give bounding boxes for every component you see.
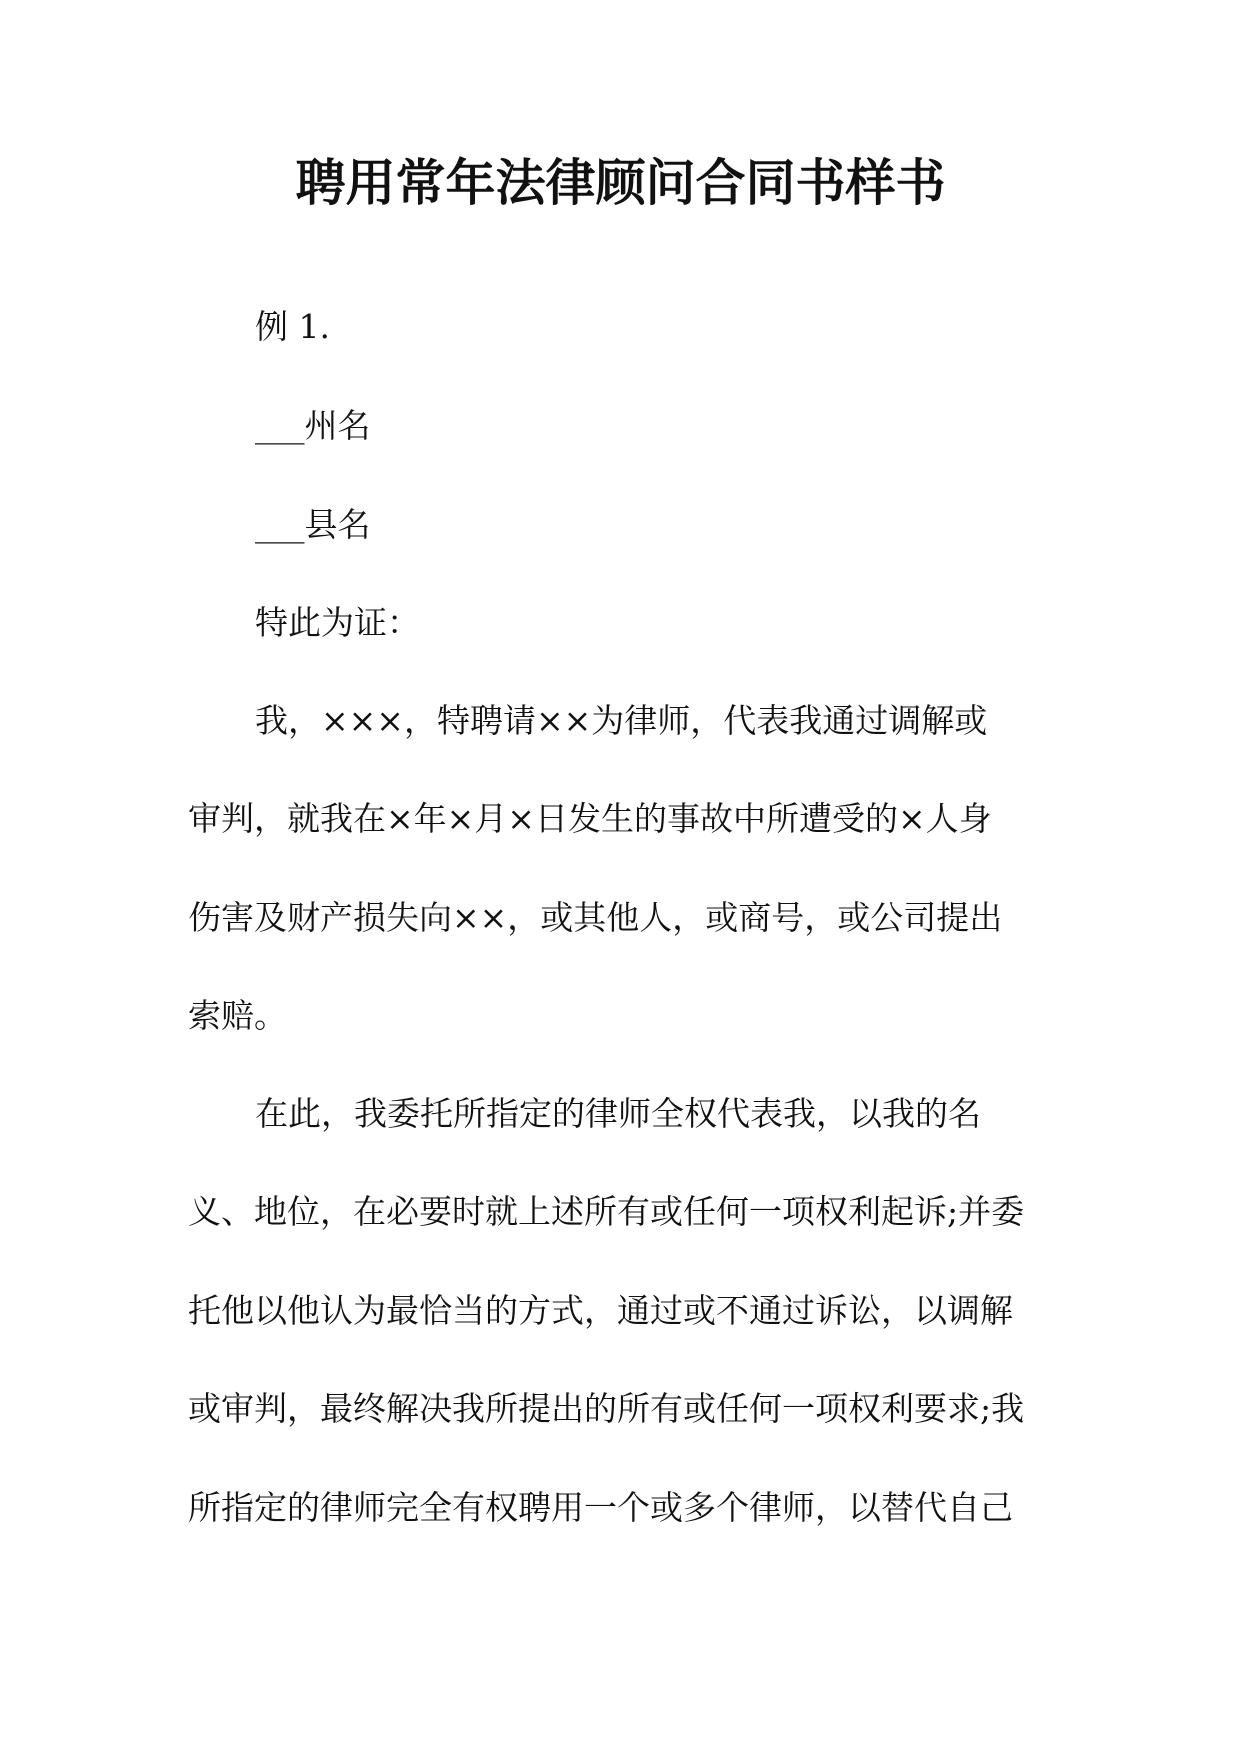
paragraph-2-line-3: 托他以他认为最恰当的方式，通过或不通过诉讼，以调解 (188, 1291, 1013, 1330)
paragraph-1-line-4: 索赔。 (188, 996, 287, 1035)
paragraph-1-line-2: 审判，就我在×年×月×日发生的事故中所遭受的×人身 (188, 799, 992, 838)
paragraph-2-line-1: 在此，我委托所指定的律师全权代表我，以我的名 (255, 1094, 981, 1133)
example-label: 例 1. (255, 307, 330, 346)
paragraph-1-line-3: 伤害及财产损失向××，或其他人，或商号，或公司提出 (188, 898, 1003, 937)
paragraph-2-line-2: 义、地位，在必要时就上述所有或任何一项权利起诉;并委 (188, 1192, 1025, 1231)
paragraph-2-line-5: 所指定的律师完全有权聘用一个或多个律师，以替代自己 (188, 1488, 1013, 1527)
paragraph-2-line-4: 或审判，最终解决我所提出的所有或任何一项权利要求;我 (188, 1389, 1025, 1428)
state-name-line: ___州名 (255, 406, 371, 445)
paragraph-1-line-1: 我，×××，特聘请××为律师，代表我通过调解或 (255, 701, 988, 740)
certification-line: 特此为证： (255, 603, 420, 642)
county-name-line: ___县名 (255, 505, 371, 544)
document-title: 聘用常年法律顾问合同书样书 (295, 154, 946, 212)
